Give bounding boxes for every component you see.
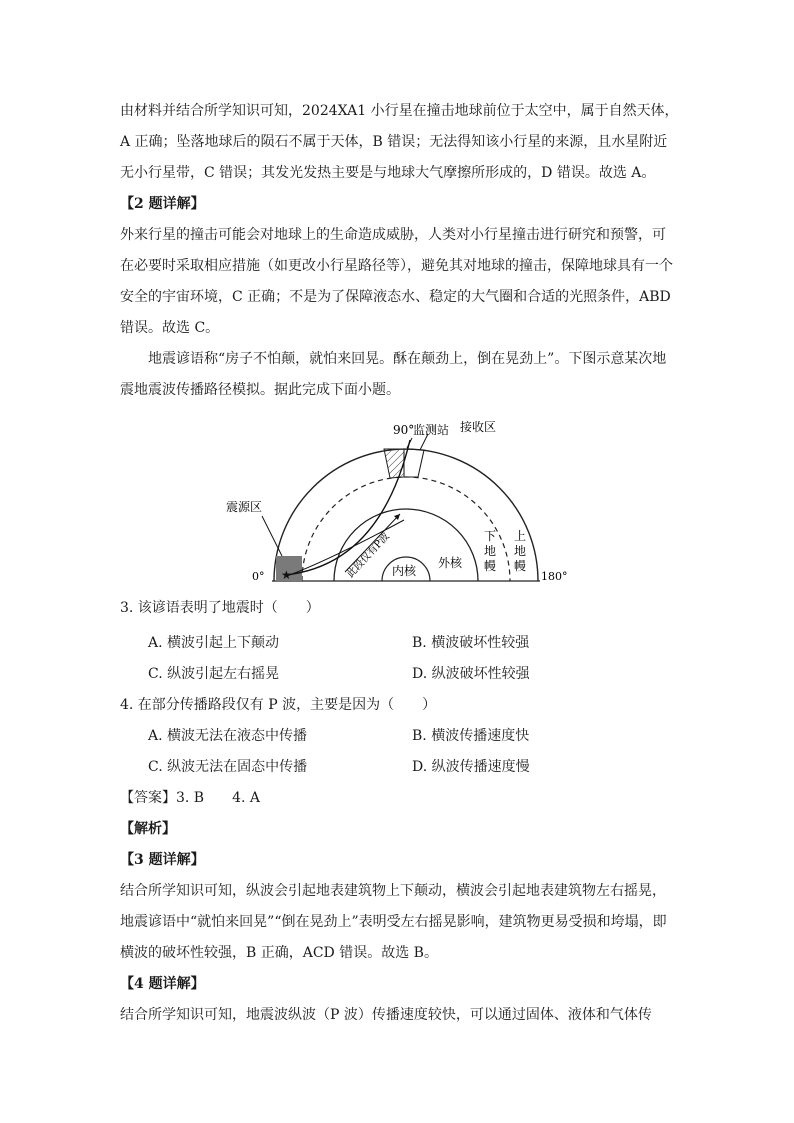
question-3-stem: 3. 该谚语表明了地震时（ ） <box>120 600 320 616</box>
label-receive: 接收区 <box>460 420 497 434</box>
questions-block <box>120 593 680 624</box>
text-line: 地震谚语中“就怕来回晃”“倒在晃劲上”表明受左右摇晃影响，建筑物更易受损和垮塌，即 <box>120 914 667 930</box>
q4-option-c: C. 纵波无法在固态中传播 <box>148 759 308 775</box>
question-4-stem: 4. 在部分传播路段仅有 P 波，主要是因为（ ） <box>120 697 437 713</box>
text-line: 外来行星的撞击可能会对地球上的生命造成威胁，人类对小行星撞击进行研究和预警，可 <box>120 227 666 243</box>
q3-option-d: D. 纵波破坏性较强 <box>412 666 530 682</box>
q4-option-a: A. 横波无法在液态中传播 <box>148 728 308 744</box>
label-source: 震源区 <box>226 500 263 514</box>
answer-analysis-block <box>120 783 680 1031</box>
label-180-degree: 180° <box>541 570 568 583</box>
q4-option-b: B. 横波传播速度快 <box>412 728 530 744</box>
label-lower-mantle: 下地幔 <box>484 529 497 573</box>
text-line: 横波的破坏性较强，B 正确，ACD 错误。故选 B。 <box>120 945 438 961</box>
text-line: 在必要时采取相应措施（如更改小行星路径等），避免其对地球的撞击，保障地球具有一个 <box>120 258 673 274</box>
text-line: 由材料并结合所学知识可知，2024XA1 小行星在撞击地球前位于太空中，属于自然天体， <box>120 103 679 119</box>
text-line: A 正确；坠落地球后的陨石不属于天体，B 错误；无法得知该小行星的来源，且水星附近 <box>120 134 668 150</box>
epicenter-star-icon: ★ <box>281 568 292 582</box>
question-4-block <box>120 690 680 721</box>
text-line: 地震谚语称“房子不怕颠，就怕来回晃。酥在颠劲上，倒在晃劲上”。下图示意某次地 <box>148 351 667 367</box>
label-0-degree: 0° <box>252 570 265 583</box>
heading-q3-detail: 【3 题详解】 <box>120 852 205 868</box>
question-3-options <box>0 628 794 690</box>
label-inner-core: 内核 <box>392 564 417 578</box>
seismic-wave-diagram <box>220 414 580 594</box>
text-line: 安全的宇宙环境，C 正确；不是为了保障液态水、稳定的大气圈和合适的光照条件，ABD <box>120 289 671 305</box>
heading-q2-detail: 【2 题详解】 <box>120 196 205 212</box>
text-line: 错误。故选 C。 <box>120 320 220 336</box>
label-station: 监测站 <box>413 423 450 437</box>
answer-line: 【答案】3. B 4. A <box>120 790 261 806</box>
label-upper-mantle: 上地幔 <box>514 529 527 573</box>
text-line: 无小行星带，C 错误；其发光发热主要是与地球大气摩擦所形成的，D 错误。故选 A。 <box>120 165 656 181</box>
receive-region-hatched <box>384 449 404 478</box>
q3-option-b: B. 横波破坏性较强 <box>412 635 530 651</box>
heading-q4-detail: 【4 题详解】 <box>120 976 205 992</box>
q3-option-a: A. 横波引起上下颠动 <box>148 635 280 651</box>
q3-option-c: C. 纵波引起左右摇晃 <box>148 666 280 682</box>
text-line: 结合所学知识可知，纵波会引起地表建筑物上下颠动，横波会引起地表建筑物左右摇晃， <box>120 883 666 899</box>
label-outer-core: 外核 <box>438 556 463 570</box>
paragraph-q1-explanation <box>120 96 680 406</box>
question-4-options <box>0 721 794 783</box>
analysis-heading: 【解析】 <box>120 821 176 837</box>
q4-option-d: D. 纵波传播速度慢 <box>412 759 530 775</box>
label-90-degree: 90° <box>393 423 415 437</box>
label-p-wave-only: 此段仅有P波 <box>345 531 392 581</box>
text-line: 震地震波传播路径模拟。据此完成下面小题。 <box>120 382 400 398</box>
text-line: 结合所学知识可知，地震波纵波（P 波）传播速度较快，可以通过固体、液体和气体传 <box>120 1007 652 1023</box>
